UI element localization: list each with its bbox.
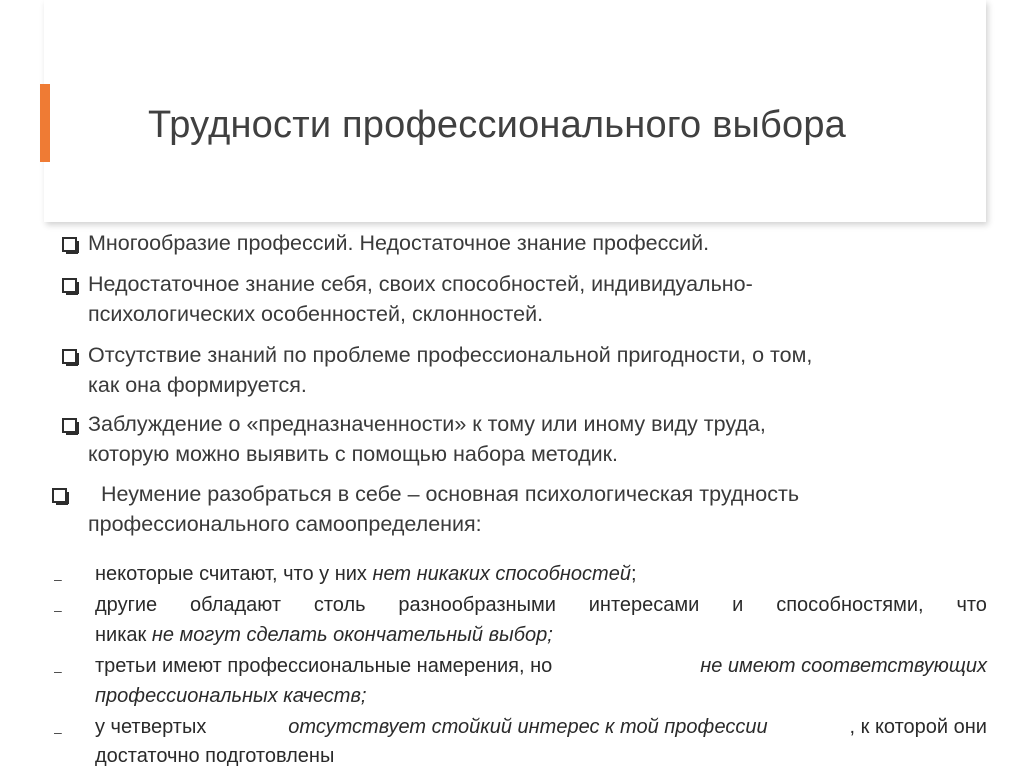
- word: и: [732, 594, 744, 616]
- subitem-3-emphasis: не имеют соответствующих: [700, 655, 987, 677]
- subitem-1-text: некоторые считают, что у них: [95, 563, 373, 585]
- word: интересами: [588, 594, 700, 616]
- subitem-4-text: у четвертых: [95, 716, 207, 738]
- word: другие: [95, 594, 158, 616]
- bullet-2-line-1: Недостаточное знание себя, своих способностей, индивидуально-: [88, 272, 753, 296]
- subitem-4-line-2: достаточно подготовлены: [95, 745, 335, 767]
- subitem-2-emphasis: не могут сделать окончательный выбор;: [151, 624, 553, 646]
- bullet-4-line-2: которую можно выявить с помощью набора методик.: [88, 442, 619, 466]
- subitem-4-emphasis: отсутствует стойкий интерес к той профессии: [288, 716, 768, 738]
- bullet-4-line-1: Заблуждение о «предназначенности» к тому или иному виду труда,: [88, 412, 766, 436]
- subitem-2-line-1: [95, 594, 987, 617]
- checkbox-icon: [52, 488, 67, 503]
- slide-title: Трудности профессионального выбора: [148, 104, 846, 146]
- word: способностями,: [776, 594, 924, 616]
- subitem-1: [95, 563, 637, 586]
- subitem-1-emphasis: нет никаких способностей: [372, 563, 631, 585]
- subitem-2-text: никак: [95, 624, 152, 646]
- subitem-2-line-2: [95, 624, 553, 647]
- word: обладают: [190, 594, 282, 616]
- checkbox-icon: [62, 237, 77, 252]
- bullet-5-line-2: профессионального самоопределения:: [88, 512, 482, 536]
- dash-marker: –: [54, 663, 62, 679]
- bullet-5-line-1: Неумение разобраться в себе – основная психологическая трудность: [101, 482, 800, 506]
- bullet-3-line-2: как она формируется.: [88, 373, 307, 397]
- checkbox-icon: [62, 418, 77, 433]
- subitem-3-text: третьи имеют профессиональные намерения, но: [95, 655, 553, 677]
- word: что: [956, 594, 987, 616]
- subitem-3-line-2: [95, 685, 366, 708]
- checkbox-icon: [62, 349, 77, 364]
- accent-bar: [40, 84, 50, 162]
- subitem-1-end: ;: [630, 563, 637, 585]
- subitem-4-end: , к которой они: [849, 716, 987, 738]
- bullet-1-line-1: Многообразие профессий. Недостаточное знание профессий.: [88, 231, 710, 255]
- bullet-2-line-2: психологических особенностей, склонностей.: [88, 302, 544, 326]
- subitem-3-line-1: [95, 655, 987, 678]
- dash-marker: –: [54, 724, 62, 740]
- dash-marker: –: [54, 602, 62, 618]
- checkbox-icon: [62, 278, 77, 293]
- dash-marker: –: [54, 571, 62, 587]
- bullet-3-line-1: Отсутствие знаний по проблеме профессиональной пригодности, о том,: [88, 343, 813, 367]
- word: столь: [313, 594, 366, 616]
- subitem-3-emphasis-2: профессиональных качеств;: [95, 685, 367, 707]
- subitem-4-line-1: [95, 716, 987, 739]
- word: разнообразными: [398, 594, 556, 616]
